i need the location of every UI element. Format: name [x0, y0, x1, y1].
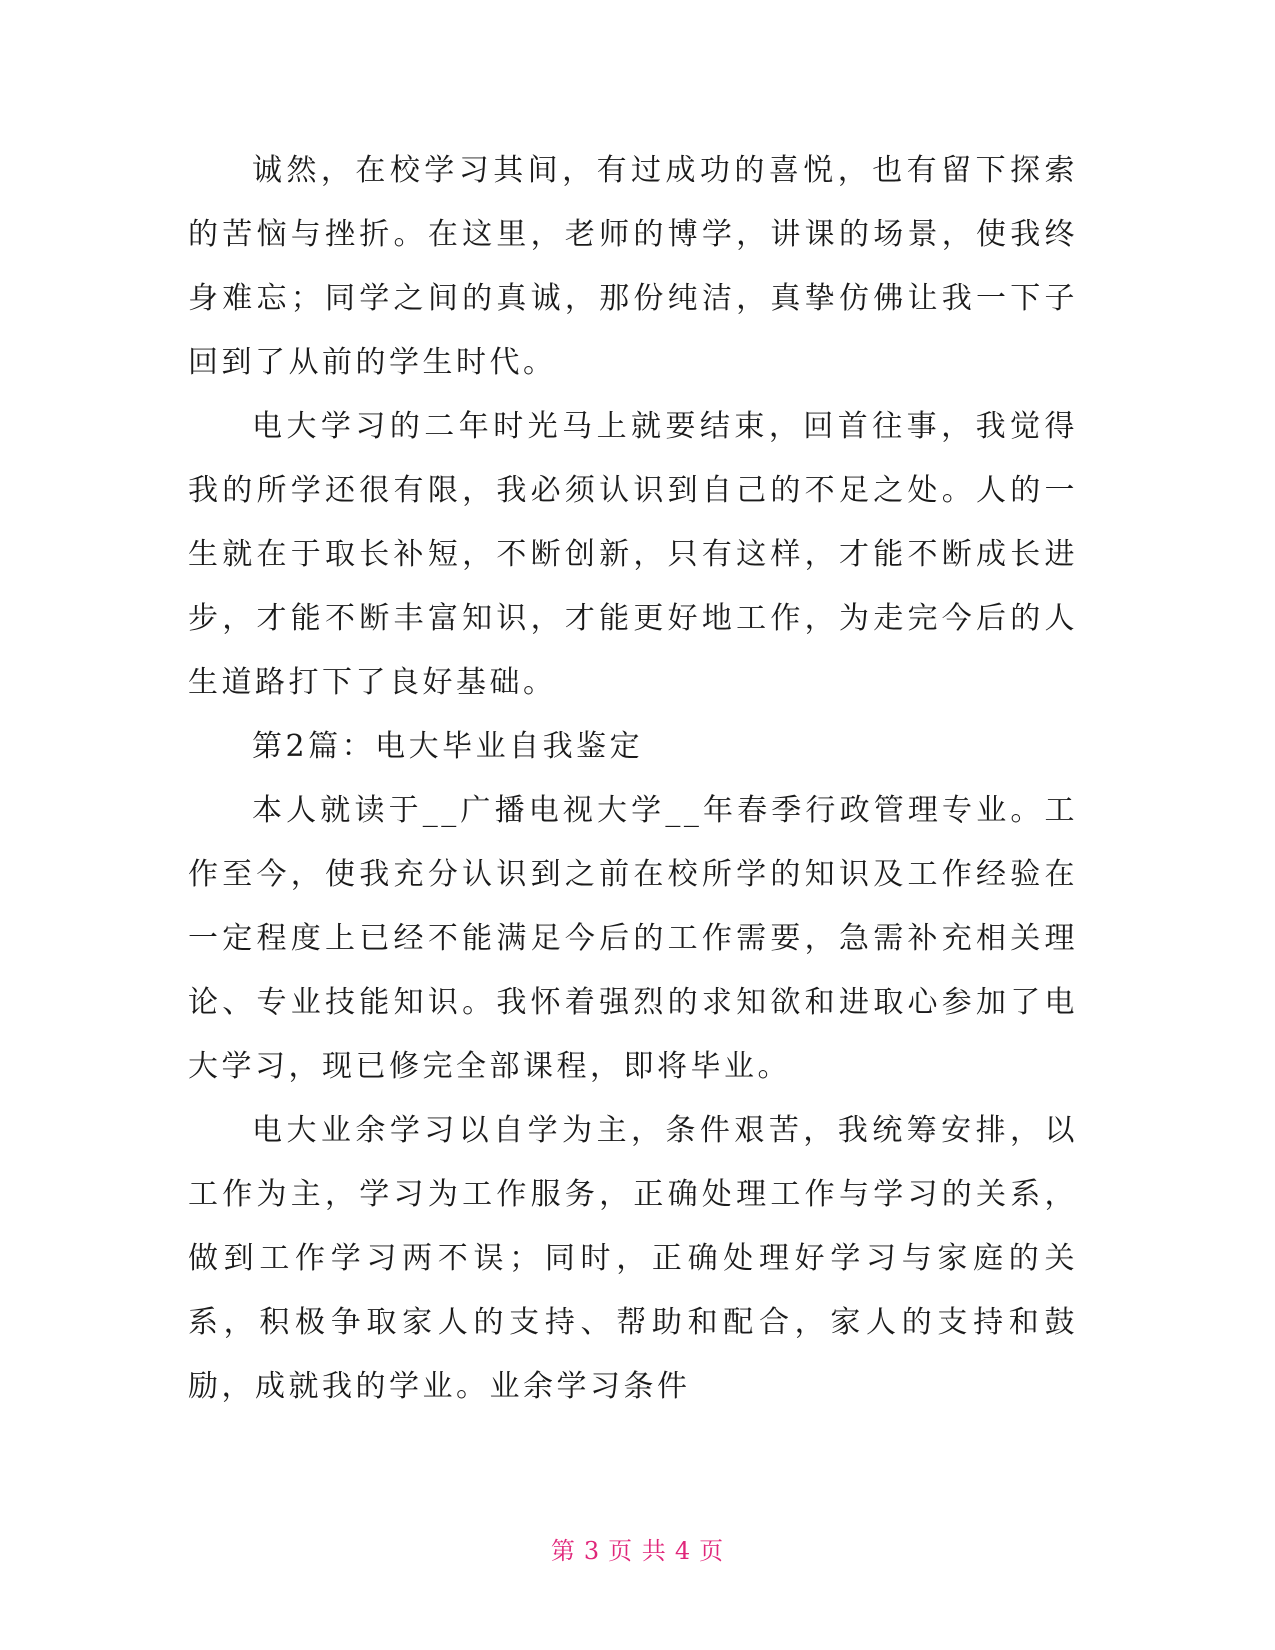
body-paragraph-2: 电大学习的二年时光马上就要结束，回首往事，我觉得我的所学还很有限，我必须认识到自己的不足之处。人的一生就在于取长补短，不断创新，只有这样，才能不断成长进步，才能不断丰富知识，才能更好地工作，为走完今后的人生道路打下了良好基础。: [188, 409, 1078, 700]
footer-suffix: 页: [699, 1537, 725, 1565]
footer-middle: 页 共: [608, 1537, 667, 1565]
page-footer: [0, 1536, 1275, 1566]
section-paragraph-1: 本人就读于__广播电视大学__年春季行政管理专业。工作至今，使我充分认识到之前在校所学的知识及工作经验在一定程度上已经不能满足今后的工作需要，急需补充相关理论、专业技能知识。我怀着强烈的求知欲和进取心参加了电大学习，现已修完全部课程，即将毕业。: [188, 793, 1078, 1084]
body-paragraph-1: 诚然，在校学习其间，有过成功的喜悦，也有留下探索的苦恼与挫折。在这里，老师的博学，讲课的场景，使我终身难忘；同学之间的真诚，那份纯洁，真挚仿佛让我一下子回到了从前的学生时代。: [188, 153, 1078, 380]
section-heading: 第2篇：电大毕业自我鉴定: [252, 729, 644, 764]
document-body: [188, 139, 1078, 1419]
footer-total-pages: 4: [674, 1537, 692, 1565]
footer-page-number: 3: [583, 1537, 601, 1565]
section-paragraph-2: 电大业余学习以自学为主，条件艰苦，我统筹安排，以工作为主，学习为工作服务，正确处理工作与学习的关系，做到工作学习两不误；同时，正确处理好学习与家庭的关系，积极争取家人的支持、帮助和配合，家人的支持和鼓励，成就我的学业。业余学习条件: [188, 1113, 1078, 1404]
footer-prefix: 第: [550, 1537, 576, 1565]
